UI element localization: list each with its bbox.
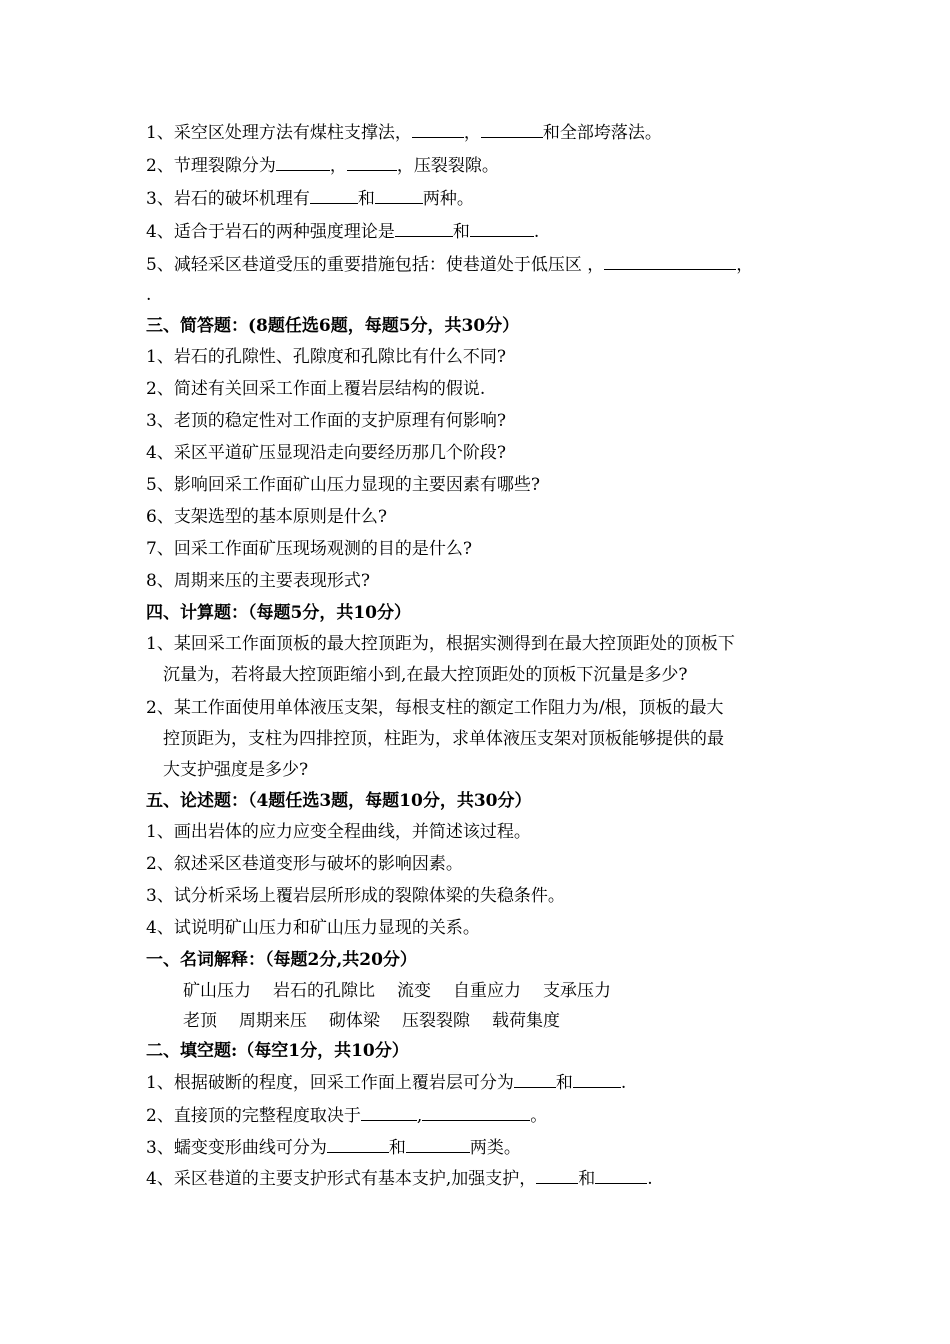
term: 流变 [397, 981, 431, 1001]
section-heading: 二、填空题:（每空1分，共10分） [146, 1041, 409, 1061]
fill-text: ， [329, 156, 347, 176]
term: 老顶 [183, 1011, 217, 1031]
answer-blank[interactable] [310, 187, 358, 204]
answer-blank[interactable] [395, 220, 453, 237]
fill-text: 1、采空区处理方法有煤柱支撑法， [146, 123, 412, 143]
question-item: 7、回采工作面矿压现场观测的目的是什么? [146, 539, 472, 559]
fill-text: 3、岩石的破坏机理有 [146, 189, 310, 209]
answer-blank[interactable] [514, 1071, 556, 1088]
section-heading: 四、计算题：（每题5分，共10分） [146, 603, 411, 623]
term: 自重应力 [453, 981, 521, 1001]
question-item: 4、采区平道矿压显现沿走向要经历那几个阶段? [146, 443, 506, 463]
fill-text: ， [463, 123, 481, 143]
answer-blank[interactable] [604, 253, 736, 270]
fill-item-5 [146, 253, 753, 276]
question-item: 2、叙述采区巷道变形与破坏的影响因素。 [146, 854, 463, 874]
question-item: 1、岩石的孔隙性、孔隙度和孔隙比有什么不同? [146, 347, 506, 367]
fill-text: , [416, 1106, 423, 1126]
question-item: 8、周期来压的主要表现形式? [146, 571, 370, 591]
answer-blank[interactable] [536, 1167, 578, 1184]
question-item: 1、画出岩体的应力应变全程曲线，并简述该过程。 [146, 822, 531, 842]
answer-blank[interactable] [573, 1071, 621, 1088]
fill-item-4 [146, 220, 539, 243]
question-item: 5、影响回采工作面矿山压力显现的主要因素有哪些? [146, 475, 540, 495]
answer-blank[interactable] [361, 1104, 417, 1121]
question-line: 沉量为，若将最大控顶距缩小到,在最大控顶距处的顶板下沉量是多少? [163, 665, 688, 685]
term: 载荷集度 [492, 1011, 560, 1031]
question-item: 3、老顶的稳定性对工作面的支护原理有何影响? [146, 411, 506, 431]
question-line: 2、某工作面使用单体液压支架，每根支柱的额定工作阻力为/根，顶板的最大 [146, 698, 724, 718]
fill-text: 。 [530, 1106, 548, 1126]
term: 支承压力 [543, 981, 611, 1001]
fill-text: ， [736, 255, 754, 275]
answer-blank[interactable] [276, 154, 330, 171]
question-item: 4、试说明矿山压力和矿山压力显现的关系。 [146, 918, 480, 938]
question-line: 1、某回采工作面顶板的最大控顶距为，根据实测得到在最大控顶距处的顶板下 [146, 634, 735, 654]
fill-text: ，压裂裂隙。 [396, 156, 499, 176]
fill-text: . [620, 1073, 627, 1093]
section-heading: 一、名词解释：（每题2分,共20分） [146, 950, 417, 970]
term: 岩石的孔隙比 [273, 981, 375, 1001]
fill-item [146, 1136, 521, 1159]
fill-text: 和 [388, 1138, 406, 1158]
fill-item-1 [146, 121, 662, 144]
fill-text: . [533, 222, 540, 242]
trailing-dot: . [146, 285, 152, 305]
fill-text: 2、节理裂隙分为 [146, 156, 276, 176]
term: 压裂裂隙 [402, 1011, 470, 1031]
terms-row [183, 1010, 582, 1032]
fill-text: 1、根据破断的程度，回采工作面上覆岩层可分为 [146, 1073, 514, 1093]
fill-item [146, 1104, 547, 1127]
fill-item [146, 1071, 626, 1094]
question-line: 大支护强度是多少? [163, 760, 309, 780]
question-item: 2、简述有关回采工作面上覆岩层结构的假说. [146, 379, 486, 399]
answer-blank[interactable] [347, 154, 397, 171]
answer-blank[interactable] [412, 121, 464, 138]
fill-text: 和 [578, 1169, 596, 1189]
term: 周期来压 [239, 1011, 307, 1031]
fill-item-3 [146, 187, 474, 210]
fill-text: 和 [555, 1073, 573, 1093]
fill-text: 两类。 [469, 1138, 521, 1158]
fill-text: 2、直接顶的完整程度取决于 [146, 1106, 361, 1126]
terms-row [183, 980, 633, 1002]
fill-text: 4、采区巷道的主要支护形式有基本支护,加强支护， [146, 1169, 537, 1189]
answer-blank[interactable] [327, 1136, 389, 1153]
answer-blank[interactable] [595, 1167, 647, 1184]
answer-blank[interactable] [375, 187, 423, 204]
fill-text: 和全部垮落法。 [542, 123, 662, 143]
fill-text: 3、蠕变变形曲线可分为 [146, 1138, 327, 1158]
question-item: 3、试分析采场上覆岩层所形成的裂隙体梁的失稳条件。 [146, 886, 565, 906]
question-item: 6、支架选型的基本原则是什么? [146, 507, 387, 527]
question-line: 控顶距为，支柱为四排控顶，柱距为，求单体液压支架对顶板能够提供的最 [163, 729, 724, 749]
answer-blank[interactable] [481, 121, 543, 138]
term: 砌体梁 [329, 1011, 380, 1031]
section-heading: 五、论述题：（4题任选3题，每题10分，共30分） [146, 791, 532, 811]
fill-item [146, 1167, 653, 1190]
fill-text: 和 [452, 222, 470, 242]
answer-blank[interactable] [470, 220, 534, 237]
fill-text: 和 [357, 189, 375, 209]
fill-text: 4、适合于岩石的两种强度理论是 [146, 222, 395, 242]
answer-blank[interactable] [422, 1104, 530, 1121]
section-heading: 三、简答题：(8题任选6题，每题5分，共30分） [146, 316, 520, 336]
term: 矿山压力 [183, 981, 251, 1001]
answer-blank[interactable] [406, 1136, 470, 1153]
fill-text: . [647, 1169, 653, 1189]
fill-text: 5、减轻采区巷道受压的重要措施包括：使巷道处于低压区 ， [146, 255, 605, 275]
fill-text: 两种。 [422, 189, 474, 209]
fill-item-2 [146, 154, 499, 177]
